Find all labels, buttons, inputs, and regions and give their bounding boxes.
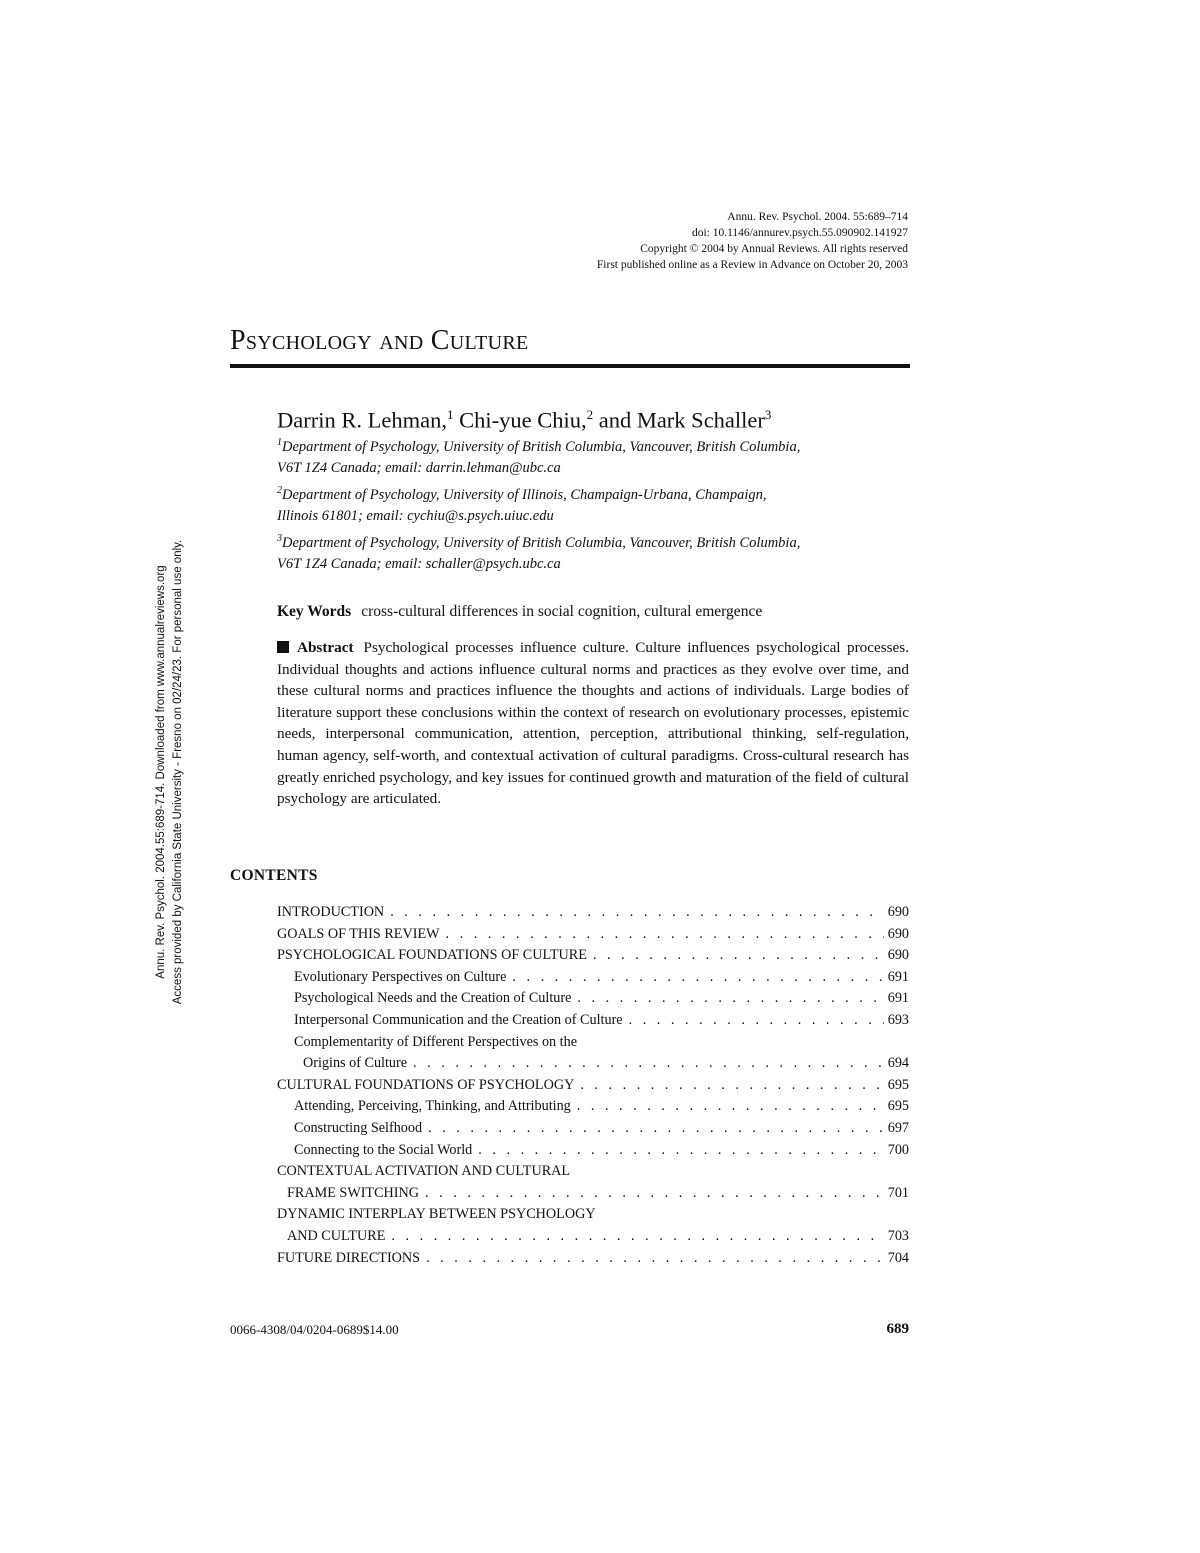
key-words-label: Key Words — [277, 603, 352, 620]
toc-page: 701 — [887, 1184, 909, 1201]
affil-sup: 3 — [277, 533, 282, 545]
toc-dots — [425, 1183, 884, 1205]
affil-text: Department of Psychology, University of Illinois, Champaign-Urbana, Champaign, — [282, 486, 767, 503]
author-sup: 3 — [764, 407, 772, 422]
toc-dots — [446, 924, 884, 946]
toc-page: 704 — [887, 1249, 909, 1266]
toc-title: Interpersonal Communication and the Creation of Culture — [294, 1011, 623, 1028]
copyright: Copyright © 2004 by Annual Reviews. All rights reserved — [640, 243, 908, 255]
contents-heading: CONTENTS — [230, 867, 318, 884]
toc-dots — [413, 1053, 884, 1075]
toc-title: FUTURE DIRECTIONS — [277, 1249, 421, 1266]
toc-entry-cont — [277, 1226, 909, 1248]
issn-code: 0066-4308/04/0204-0689$14.00 — [230, 1322, 399, 1337]
toc-entry — [277, 902, 909, 924]
author-sup: 2 — [586, 407, 594, 422]
download-watermark — [153, 462, 187, 1082]
toc-dots — [629, 1010, 884, 1032]
toc-page: 690 — [887, 904, 909, 920]
toc-title: Origins of Culture — [303, 1055, 408, 1072]
toc-dots — [593, 945, 884, 967]
toc-title: Attending, Perceiving, Thinking, and Attributing — [294, 1098, 571, 1115]
key-words — [277, 601, 762, 623]
author-name: and Mark Schaller — [598, 407, 765, 433]
toc-page: 703 — [887, 1227, 909, 1244]
abstract — [277, 637, 909, 810]
toc-page: 695 — [887, 1076, 909, 1093]
toc-page: 700 — [887, 1141, 909, 1158]
toc-title: Complementarity of Different Perspectives on the — [294, 1033, 578, 1050]
toc-title: AND CULTURE — [287, 1227, 386, 1244]
affiliation-1 — [277, 432, 917, 458]
toc-entry — [277, 967, 909, 989]
toc-entry — [277, 945, 909, 967]
doi: doi: 10.1146/annurev.psych.55.090902.141927 — [691, 227, 908, 239]
affil-text: Department of Psychology, University of British Columbia, Vancouver, British Columbia, — [282, 534, 801, 551]
toc-title: CULTURAL FOUNDATIONS OF PSYCHOLOGY — [277, 1076, 575, 1093]
watermark-line-2: Access provided by California State University - Fresno on 02/24/23. For personal use only. — [172, 539, 184, 1005]
toc-page: 694 — [887, 1055, 909, 1072]
toc-entry — [277, 1161, 909, 1183]
toc-page: 690 — [887, 925, 909, 942]
abstract-text: Psychological processes influence culture. Culture influences psychological processes. Individual thoughts and actions influence cultural norms and practices as they evolve over time, and these cultural norms and practices influence the thoughts and actions of individuals. Large bodies of literature support these conclusions within the context of research on evolutionary processes, epistemic needs, interpersonal communication, attention, perception, attributional thinking, self-regulation, human agency, self-worth, and contextual activation of cultural paradigms. Cross-cultural research has greatly enriched psychology, and key issues for continued growth and maturation of the field of cultural psychology are articulated. — [277, 639, 909, 808]
toc-title: Psychological Needs and the Creation of Culture — [294, 990, 572, 1007]
abstract-label: Abstract — [297, 639, 354, 656]
article-title: Psychology and Culture — [230, 322, 910, 368]
citation: Annu. Rev. Psychol. 2004. 55:689–714 — [727, 211, 908, 223]
toc-dots — [478, 1140, 883, 1162]
affiliation-1-cont: V6T 1Z4 Canada; email: darrin.lehman@ubc.ca — [277, 460, 561, 477]
toc-dots — [426, 1248, 884, 1270]
toc-title: Evolutionary Perspectives on Culture — [294, 968, 507, 985]
toc-title: GOALS OF THIS REVIEW — [277, 925, 440, 942]
page-number: 689 — [886, 1321, 909, 1337]
toc-entry — [277, 1140, 909, 1162]
toc-dots — [577, 1096, 884, 1118]
toc-dots — [512, 967, 883, 989]
author-name: Darrin R. Lehman, — [277, 407, 447, 433]
table-of-contents — [277, 902, 909, 1269]
toc-title: Connecting to the Social World — [294, 1141, 473, 1158]
affil-sup: 1 — [277, 437, 282, 448]
toc-title: CONTEXTUAL ACTIVATION AND CULTURAL — [277, 1163, 571, 1180]
toc-entry — [277, 1204, 909, 1226]
toc-title: FRAME SWITCHING — [287, 1184, 420, 1201]
toc-entry — [277, 1010, 909, 1032]
toc-entry — [277, 1118, 909, 1140]
toc-dots — [428, 1118, 884, 1140]
affiliation-3 — [277, 528, 917, 554]
author-sup: 1 — [446, 407, 454, 422]
toc-entry-cont — [277, 1053, 909, 1075]
toc-title: Constructing Selfhood — [294, 1119, 423, 1136]
toc-page: 690 — [887, 947, 909, 964]
toc-dots — [580, 1075, 883, 1097]
toc-page: 695 — [887, 1098, 909, 1115]
published-note: First published online as a Review in Advance on October 20, 2003 — [596, 259, 908, 271]
toc-dots — [390, 902, 884, 924]
affiliation-2-cont: Illinois 61801; email: cychiu@s.psych.uiuc.edu — [277, 508, 554, 525]
toc-page: 697 — [887, 1119, 909, 1136]
affil-text: Department of Psychology, University of British Columbia, Vancouver, British Columbia, — [282, 438, 801, 455]
toc-title: DYNAMIC INTERPLAY BETWEEN PSYCHOLOGY — [277, 1206, 596, 1223]
key-words-text: cross-cultural differences in social cognition, cultural emergence — [361, 603, 763, 620]
toc-entry — [277, 1075, 909, 1097]
toc-page: 693 — [887, 1011, 909, 1028]
toc-entry — [277, 988, 909, 1010]
toc-entry — [277, 1248, 909, 1270]
toc-page: 691 — [887, 968, 909, 985]
affiliations — [277, 432, 917, 576]
toc-page: 691 — [887, 990, 909, 1007]
toc-entry — [277, 1032, 909, 1054]
square-bullet-icon — [277, 641, 289, 653]
affil-sup: 2 — [277, 485, 282, 497]
watermark-line-1: Annu. Rev. Psychol. 2004.55:689-714. Downloaded from www.annualreviews.org — [155, 565, 167, 979]
author-name: Chi-yue Chiu, — [459, 407, 587, 433]
toc-title: INTRODUCTION — [277, 904, 385, 920]
toc-entry — [277, 1096, 909, 1118]
toc-title: PSYCHOLOGICAL FOUNDATIONS OF CULTURE — [277, 947, 587, 964]
journal-header — [597, 209, 908, 273]
toc-dots — [577, 988, 883, 1010]
toc-dots — [391, 1226, 883, 1248]
toc-entry-cont — [277, 1183, 909, 1205]
affiliation-2 — [277, 480, 917, 506]
affiliation-3-cont: V6T 1Z4 Canada; email: schaller@psych.ubc.ca — [277, 556, 561, 573]
toc-entry — [277, 924, 909, 946]
